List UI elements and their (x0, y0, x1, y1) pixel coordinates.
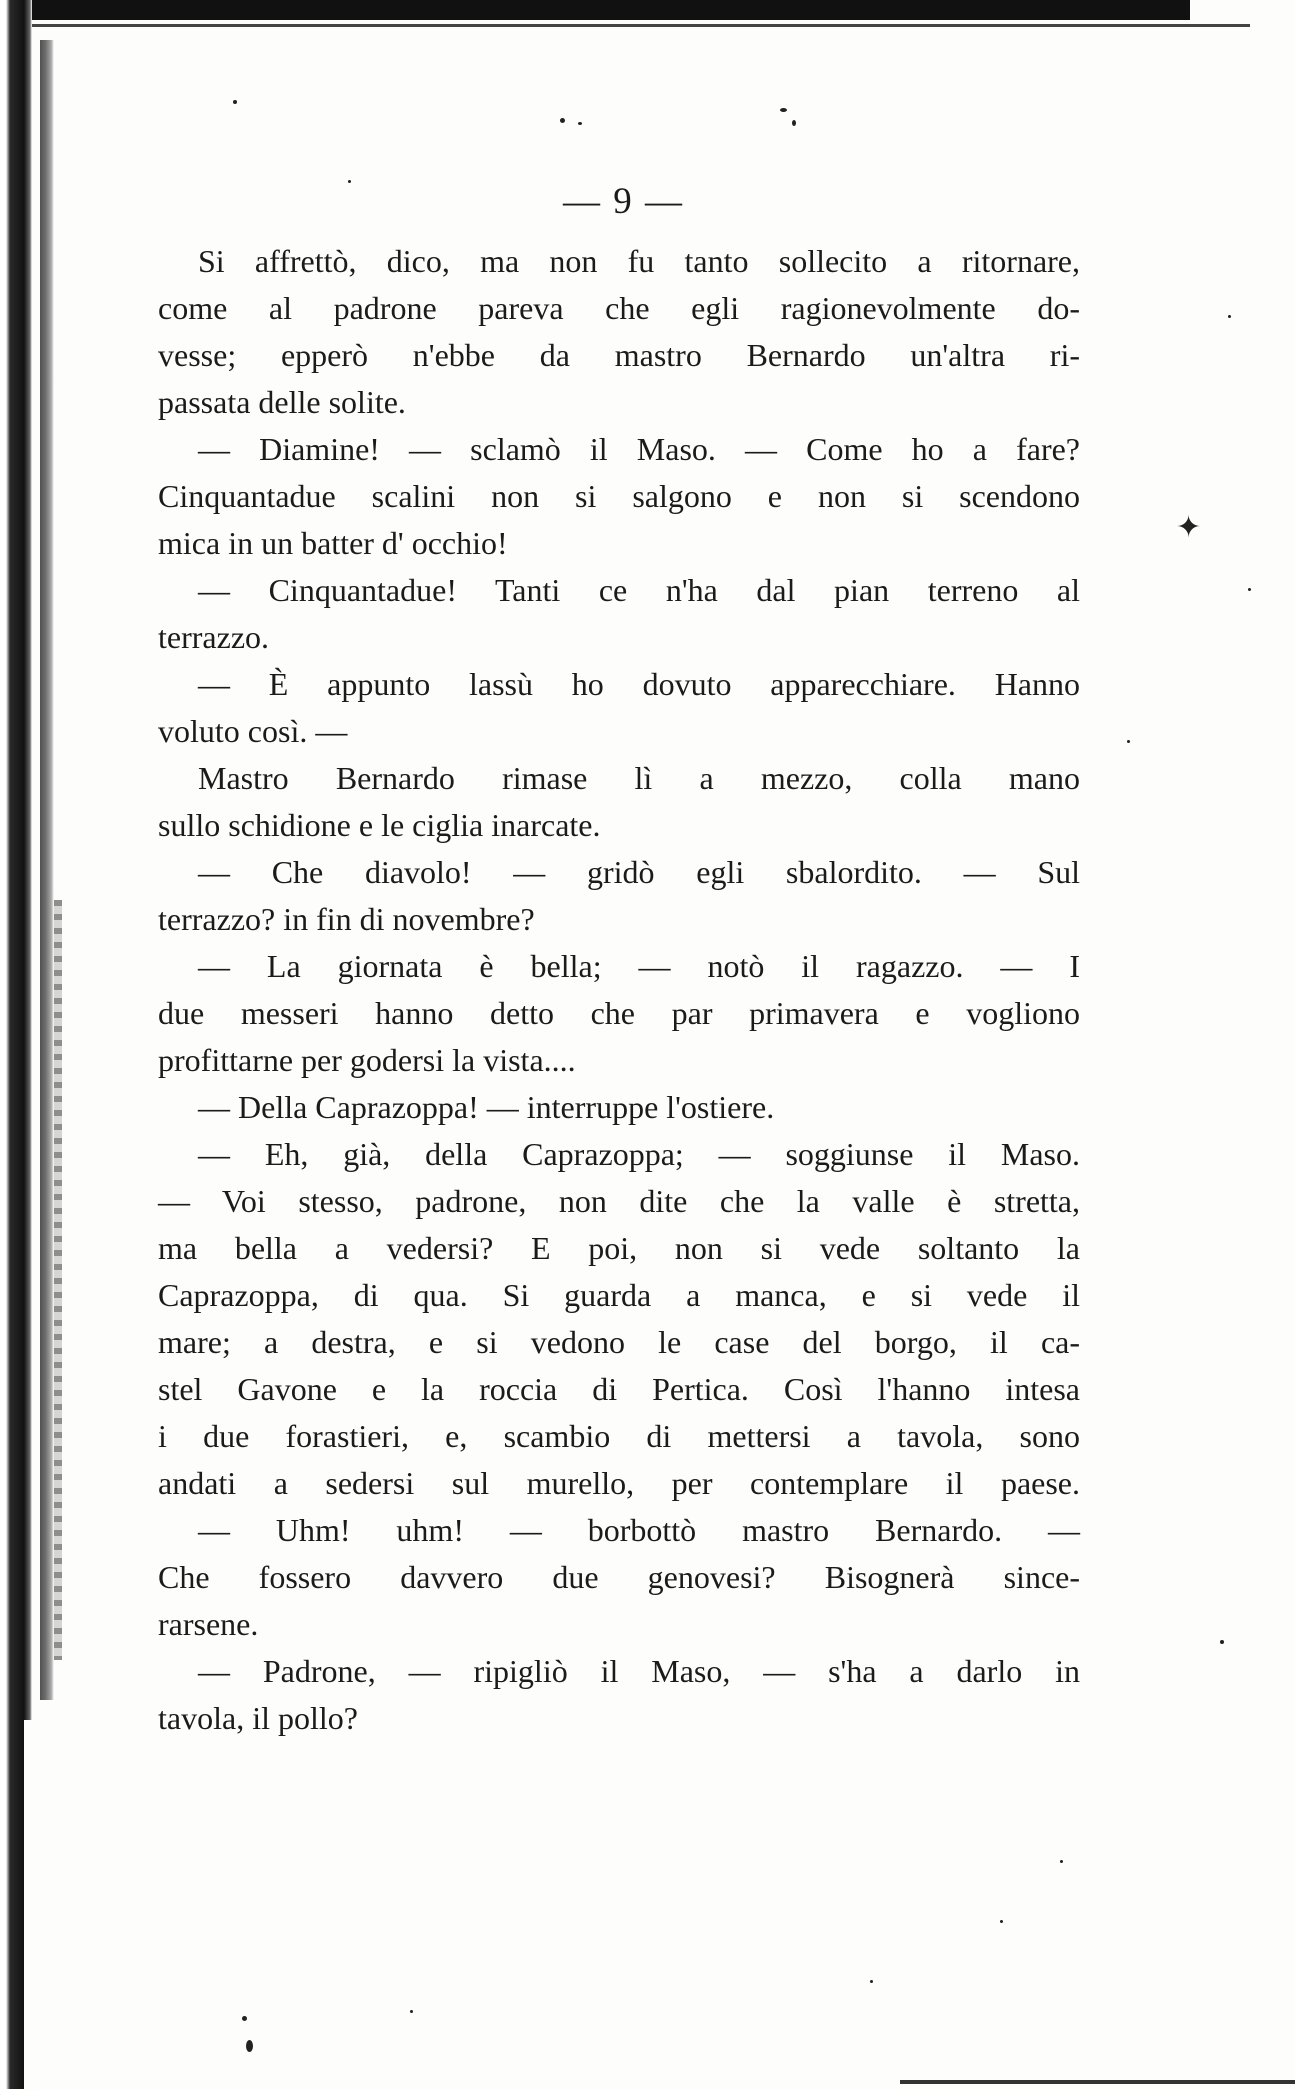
text-line: Mastro Bernardo rimase lì a mezzo, colla mano (198, 760, 1080, 796)
text-line: — La giornata è bella; — notò il ragazzo. — I (198, 948, 1080, 984)
text-line: ma bella a vedersi? E poi, non si vede soltanto la (158, 1230, 1080, 1266)
scan-speck (1220, 1640, 1224, 1644)
scan-speck (1060, 1860, 1063, 1863)
text-line: mica in un batter d' occhio! (158, 525, 508, 561)
text-line: — Che diavolo! — gridò egli sbalordito. — Sul (198, 854, 1080, 890)
scan-edge-fade (24, 1720, 44, 2090)
scan-speck (1127, 740, 1130, 743)
scan-top-rule (20, 24, 1250, 27)
text-line: — Voi stesso, padrone, non dite che la valle è stretta, (158, 1183, 1080, 1219)
text-line: passata delle solite. (158, 384, 406, 420)
text-line: — Cinquantadue! Tanti ce n'ha dal pian terreno al (198, 572, 1080, 608)
text-line: tavola, il pollo? (158, 1700, 358, 1736)
scan-speck (578, 122, 582, 125)
text-line: come al padrone pareva che egli ragionevolmente do- (158, 290, 1080, 326)
scan-speck (233, 100, 237, 104)
text-line: Che fossero davvero due genovesi? Bisognerà sincе- (158, 1559, 1080, 1595)
scan-speck (410, 2010, 413, 2013)
scan-bottom-rule (900, 2080, 1295, 2084)
text-line: — Padrone, — ripigliò il Maso, — s'ha a darlo in (198, 1653, 1080, 1689)
text-line: mare; a destra, e si vedono le case del borgo, il ca- (158, 1324, 1080, 1360)
text-line: i due forastieri, e, scambio di mettersi a tavola, sono (158, 1418, 1080, 1454)
scan-speck (1248, 588, 1251, 591)
text-line: — È appunto lassù ho dovuto apparecchiare. Hanno (198, 666, 1080, 702)
text-line: profittarne per godersi la vista.... (158, 1042, 576, 1078)
scan-speck (242, 2016, 247, 2021)
scan-speck (1228, 315, 1231, 318)
text-line: due messeri hanno detto che par primavera e vogliono (158, 995, 1080, 1031)
text-line: — Eh, già, della Caprazoppa; — soggiunse il Maso. (198, 1136, 1080, 1172)
text-line: Caprazoppa, di qua. Si guarda a manca, e si vede il (158, 1277, 1080, 1313)
text-line: sullo schidione e le ciglia inarcate. (158, 807, 601, 843)
body-text (158, 238, 1080, 1742)
text-line: voluto così. — (158, 713, 348, 749)
text-line: — Della Caprazoppa! — interruppe l'ostiere. (198, 1089, 775, 1125)
scan-speck (348, 180, 351, 183)
scan-speck (870, 1980, 873, 1983)
text-line: — Diamine! — sclamò il Maso. — Come ho a fare? (198, 431, 1080, 467)
scan-speck (792, 120, 796, 126)
scan-speck (246, 2040, 253, 2052)
margin-mark-icon: ✦ (1176, 511, 1202, 544)
text-line: terrazzo? in fin di novembre? (158, 901, 535, 937)
text-line: terrazzo. (158, 619, 270, 655)
text-line: stel Gavone e la roccia di Pertica. Così l'hanno intesa (158, 1371, 1080, 1407)
text-line: rarsene. (158, 1606, 259, 1642)
text-line: andati a sedersi sul murello, per contemplare il paese. (158, 1465, 1080, 1501)
text-line: — Uhm! uhm! — borbottò mastro Bernardo. — (198, 1512, 1080, 1548)
scan-speck (1000, 1920, 1003, 1923)
scan-binding-shadow (40, 40, 54, 1700)
scan-speck (780, 108, 787, 112)
scan-top-border (20, 0, 1190, 20)
text-line: vesse; epperò n'ebbe da mastro Bernardo un'altra ri- (158, 337, 1080, 373)
scan-binding-streak (54, 900, 62, 1660)
scan-speck (560, 118, 565, 123)
text-line: Cinquantadue scalini non si salgono e non si scendono (158, 478, 1080, 514)
text-line: Si affrettò, dico, ma non fu tanto sollecito a ritornare, (198, 243, 1080, 279)
page-number: — 9 — (563, 181, 684, 222)
